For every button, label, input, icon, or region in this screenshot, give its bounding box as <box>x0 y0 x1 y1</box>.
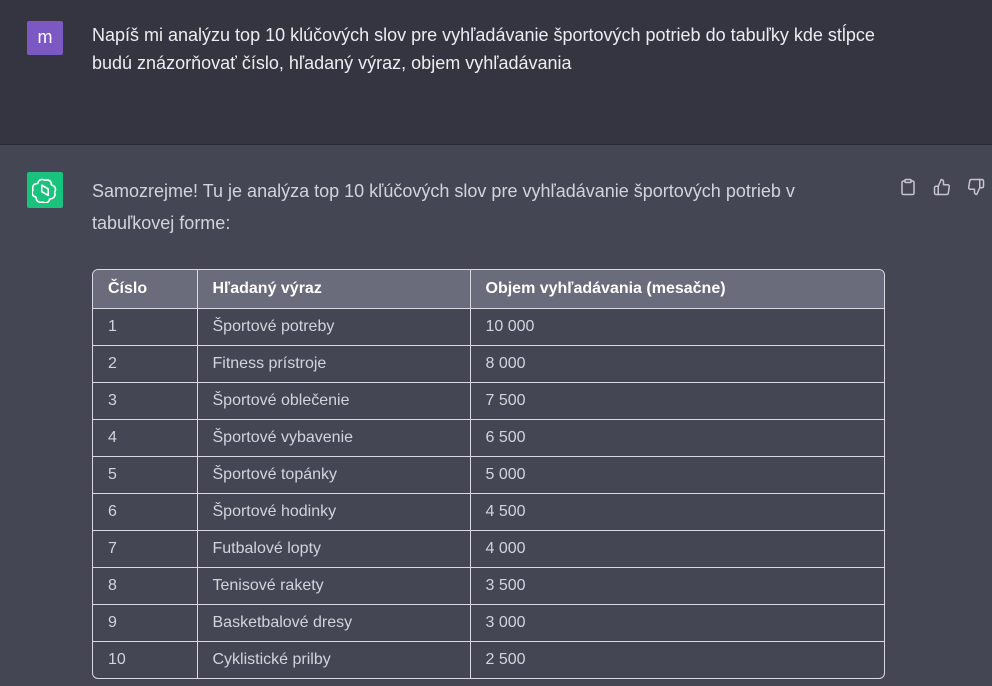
cell-keyword: Futbalové lopty <box>197 530 470 567</box>
table-row <box>93 567 884 604</box>
thumbs-up-icon[interactable] <box>931 176 953 198</box>
cell-volume: 4 000 <box>470 530 884 567</box>
cell-number: 4 <box>93 419 197 456</box>
cell-volume: 6 500 <box>470 419 884 456</box>
cell-number: 10 <box>93 641 197 678</box>
copy-icon[interactable] <box>897 176 919 198</box>
cell-number: 8 <box>93 567 197 604</box>
cell-keyword: Fitness prístroje <box>197 345 470 382</box>
header-cislo: Číslo <box>93 270 197 308</box>
cell-volume: 2 500 <box>485 650 526 668</box>
cell-number: 2 <box>93 345 197 382</box>
table-row <box>93 604 884 641</box>
thumbs-down-icon[interactable] <box>965 176 987 198</box>
user-avatar: m <box>27 21 63 55</box>
user-message-text: Napíš mi analýzu top 10 klúčových slov pre vyhľadávanie športových potrieb do tabuľky kde stĺpce budú znázorňovať číslo, hľadaný výraz, objem vyhľadávania <box>92 25 875 73</box>
cell-number: 6 <box>93 493 197 530</box>
cell-volume: 3 000 <box>470 604 884 641</box>
table-row <box>93 382 884 419</box>
cell-number: 3 <box>93 382 197 419</box>
cell-volume: 3 500 <box>470 567 884 604</box>
table-row <box>93 493 884 530</box>
cell-volume: 4 500 <box>470 493 884 530</box>
user-message <box>0 0 992 145</box>
cell-number: 9 <box>93 604 197 641</box>
cell-number: 1 <box>93 308 197 345</box>
table-row <box>93 308 884 345</box>
cell-number: 7 <box>93 530 197 567</box>
cell-volume: 8 000 <box>470 345 884 382</box>
cell-keyword: Cyklistické prilby <box>197 641 470 678</box>
cell-keyword: Tenisové rakety <box>197 567 470 604</box>
cell-keyword: Basketbalové dresy <box>197 604 470 641</box>
table-row <box>93 641 884 678</box>
cell-number: 5 <box>93 456 197 493</box>
table-row <box>93 419 884 456</box>
header-hladany-vyraz: Hľadaný výraz <box>197 270 470 308</box>
keywords-table <box>92 269 885 679</box>
table-row <box>93 345 884 382</box>
cell-keyword: Športové vybavenie <box>197 419 470 456</box>
table-row <box>93 456 884 493</box>
chatgpt-logo-icon <box>27 172 63 208</box>
cell-keyword: Športové hodinky <box>197 493 470 530</box>
cell-volume: 5 000 <box>470 456 884 493</box>
cell-volume: 7 500 <box>470 382 884 419</box>
cell-volume: 10 000 <box>470 308 884 345</box>
header-objem: Objem vyhľadávania (mesačne) <box>470 270 884 308</box>
table-row <box>93 530 884 567</box>
message-actions <box>897 176 987 198</box>
cell-keyword: Športové topánky <box>197 456 470 493</box>
cell-keyword: Športové oblečenie <box>197 382 470 419</box>
assistant-message-text: Samozrejme! Tu je analýza top 10 kľúčových slov pre vyhľadávanie športových potrieb v tabuľkovej forme: <box>92 181 795 233</box>
cell-keyword: Športové potreby <box>197 308 470 345</box>
table-header-row <box>93 270 884 308</box>
